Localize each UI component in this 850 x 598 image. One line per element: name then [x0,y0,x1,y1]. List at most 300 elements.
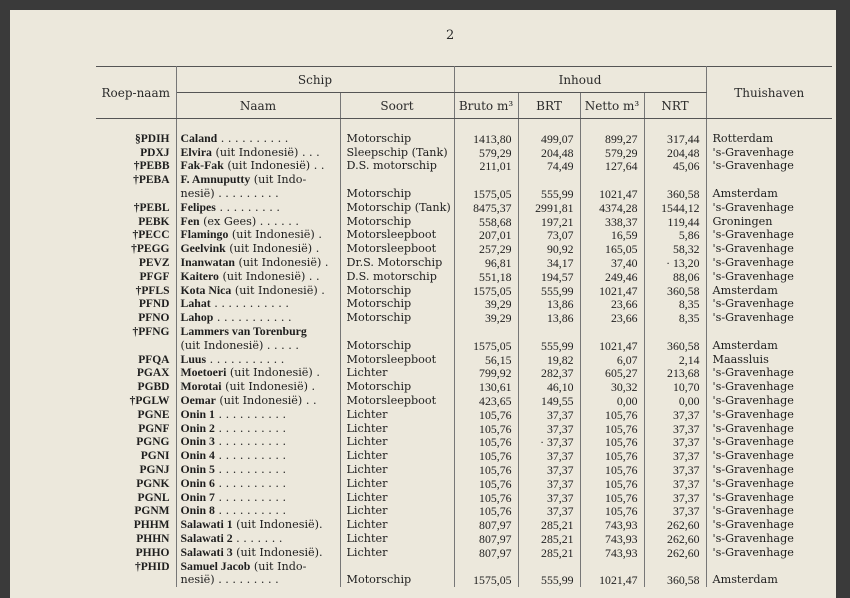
brt-cell: 285,21 [518,518,580,532]
brt-cell: 90,92 [518,242,580,256]
bruto-cell: 39,29 [454,311,518,325]
soort-cell: Lichter [340,477,454,491]
roepnaam-cell: †PFNG [96,325,176,339]
table-row [96,339,832,353]
soort-cell: Lichter [340,504,454,518]
nrt-cell: 8,35 [644,311,706,325]
leader-dots: . . . . . . . . . . [214,449,287,463]
header-nrt: NRT [644,93,706,119]
table-row [96,256,832,270]
leader-dots: . . . . . . . . . [214,186,279,200]
naam-cell [176,228,340,242]
naam-cell [176,256,340,270]
bruto-cell: 211,01 [454,159,518,173]
ship-name-note: (uit Indonesië) [223,159,311,173]
naam-cell [176,380,340,394]
nrt-cell: 262,60 [644,532,706,546]
header-naam: Naam [176,93,340,119]
ship-name: Onin 8 [180,503,215,518]
brt-cell: 2991,81 [518,201,580,215]
leader-dots: . [317,283,325,297]
ship-name: Kota Nica [180,282,232,297]
netto-cell: 105,76 [580,449,644,463]
soort-cell: Motorsleepboot [340,353,454,367]
table-row [96,560,832,574]
table-row [96,504,832,518]
brt-cell: 19,82 [518,353,580,367]
thuishaven-cell: 's-Gravenhage [712,269,794,283]
nrt-cell: 360,58 [644,187,706,201]
thuishaven-cell: 's-Gravenhage [712,545,794,559]
thuishaven-cell: Rotterdam [712,131,774,145]
table-row [96,449,832,463]
ship-name: Salawati 3 [180,544,233,559]
naam-cell [176,463,340,477]
ship-name: Salawati 1 [180,517,233,532]
netto-cell: 6,07 [580,353,644,367]
ship-name-note: (uit Indonesië) [228,228,315,242]
leader-dots: . . . . . . . . . . . [210,297,289,311]
nrt-cell [644,325,706,339]
nrt-cell: 37,37 [644,491,706,505]
roepnaam-cell: §PDIH [96,132,176,146]
ship-name-note: (uit Indo- [250,559,307,573]
netto-cell: 105,76 [580,422,644,436]
ship-name-note: (uit Indonesië) [225,242,313,256]
nrt-cell: 2,14 [644,353,706,367]
naam-cell [176,242,340,256]
soort-cell: Motorschip [340,297,454,311]
nrt-cell: 37,37 [644,449,706,463]
table-row [96,325,832,339]
bruto-cell: 558,68 [454,215,518,229]
header-netto: Netto m³ [580,93,644,119]
table-row [96,132,832,146]
ship-name: Geelvink [180,241,226,256]
netto-cell: 105,76 [580,463,644,477]
brt-cell: 13,86 [518,297,580,311]
brt-cell [518,173,580,187]
leader-dots: . . . . . . . . . . [214,504,287,518]
leader-dots: . [312,366,320,380]
bruto-cell: 39,29 [454,297,518,311]
soort-cell: Motorschip [340,311,454,325]
thuishaven-cell: 's-Gravenhage [712,380,794,394]
roepnaam-cell: †PECC [96,228,176,242]
soort-cell: Motorschip [340,380,454,394]
table-row [96,311,832,325]
nrt-cell: 204,48 [644,146,706,160]
table-row [96,215,832,229]
brt-cell: 46,10 [518,380,580,394]
table-row [96,187,832,201]
soort-cell: Motorschip (Tank) [340,201,454,215]
roepnaam-cell [96,573,176,587]
nrt-cell: 262,60 [644,546,706,560]
nrt-cell: 37,37 [644,435,706,449]
roepnaam-cell: †PEBA [96,173,176,187]
ship-name-note: (uit Indonesië) [211,145,299,159]
nrt-cell: 360,58 [644,284,706,298]
thuishaven-cell: Amsterdam [712,338,778,352]
thuishaven-cell: Groningen [712,214,773,228]
ship-name: Onin 5 [180,461,215,476]
netto-cell: 743,93 [580,532,644,546]
header-inhoud: Inhoud [454,67,706,93]
naam-cell [176,159,340,173]
brt-cell: 555,99 [518,339,580,353]
ship-name: Onin 2 [180,420,215,435]
soort-cell: Motorschip [340,284,454,298]
brt-cell: 74,49 [518,159,580,173]
netto-cell: 16,59 [580,228,644,242]
bruto-cell: 807,97 [454,546,518,560]
thuishaven-cell [706,325,832,339]
brt-cell: 37,37 [518,477,580,491]
naam-cell [176,532,340,546]
ship-name: Lahop [180,310,214,325]
naam-cell [176,366,340,380]
bruto-cell: 8475,37 [454,201,518,215]
netto-cell: 743,93 [580,546,644,560]
netto-cell: 165,05 [580,242,644,256]
leader-dots: . . . . . [263,338,299,352]
roepnaam-cell: PGBD [96,380,176,394]
ship-name: Salawati 2 [180,530,233,545]
soort-cell: Motorschip [340,339,454,353]
thuishaven-cell: 's-Gravenhage [712,228,794,242]
nrt-cell: 37,37 [644,477,706,491]
naam-cell [176,422,340,436]
soort-cell: Lichter [340,408,454,422]
table-row [96,270,832,284]
soort-cell: Motorsleepboot [340,242,454,256]
soort-cell: Lichter [340,546,454,560]
leader-dots: . . . . . . . . . . [217,131,289,145]
netto-cell: 0,00 [580,394,644,408]
leader-dots: . [307,380,316,394]
brt-cell: 37,37 [518,422,580,436]
brt-cell: 555,99 [518,284,580,298]
bruto-cell: 807,97 [454,518,518,532]
nrt-cell: 213,68 [644,366,706,380]
brt-cell: 285,21 [518,546,580,560]
thuishaven-cell: 's-Gravenhage [712,435,794,449]
thuishaven-cell [706,173,832,187]
table-body [96,132,832,587]
netto-cell: 743,93 [580,518,644,532]
brt-cell: 204,48 [518,146,580,160]
ship-name-note: (uit Indonesië) [215,393,303,407]
nrt-cell: 37,37 [644,408,706,422]
bruto-cell [454,173,518,187]
roepnaam-cell: PFGF [96,270,176,284]
ship-name-note: (uit Indonesië) [232,518,320,532]
table-row [96,201,832,215]
thuishaven-cell: 's-Gravenhage [712,242,794,256]
netto-cell: 127,64 [580,159,644,173]
thuishaven-cell: 's-Gravenhage [712,449,794,463]
table-row [96,463,832,477]
leader-dots: . . [305,269,320,283]
ship-name: Caland [180,130,218,145]
nrt-cell: 37,37 [644,463,706,477]
roepnaam-cell: PGNE [96,408,176,422]
roepnaam-cell: PGNG [96,435,176,449]
ship-name-note: (uit Indonesië) [221,380,308,394]
table-row [96,353,832,367]
thuishaven-cell: 's-Gravenhage [712,311,794,325]
netto-cell: 338,37 [580,215,644,229]
bruto-cell: 1413,80 [454,132,518,146]
brt-cell: 555,99 [518,573,580,587]
leader-dots: . . [302,393,317,407]
roepnaam-cell: PGNI [96,449,176,463]
document-page [10,10,836,598]
soort-cell: Motorsleepboot [340,228,454,242]
nrt-cell: 45,06 [644,159,706,173]
ship-name: Luus [180,351,207,366]
roepnaam-cell [96,187,176,201]
leader-dots: . . . . . . . . . [215,200,280,214]
bruto-cell: 105,76 [454,504,518,518]
nrt-cell: 5,86 [644,228,706,242]
nrt-cell: 360,58 [644,339,706,353]
table-row [96,284,832,298]
brt-cell [518,560,580,574]
soort-cell: Lichter [340,532,454,546]
soort-cell: Lichter [340,435,454,449]
leader-dots: . . . . . . . . . . [214,421,287,435]
nrt-cell: 360,58 [644,573,706,587]
ship-name: Felipes [180,199,216,214]
leader-dots: . . . . . . . . . . [214,462,287,476]
roepnaam-cell: †PEBL [96,201,176,215]
naam-cell [176,311,340,325]
ship-name: F. Amnuputty [180,172,251,187]
ship-name-note: nesië) [180,573,215,587]
leader-dots: . . . . . . [256,214,299,228]
roepnaam-cell: PFNO [96,311,176,325]
ship-name-note: (uit Indonesië) [234,255,322,269]
soort-cell: Lichter [340,422,454,436]
roepnaam-cell: PGNK [96,477,176,491]
ship-name-note: (uit Indonesië) [226,366,313,380]
nrt-cell: · 13,20 [644,256,706,270]
soort-cell: Motorschip [340,573,454,587]
bruto-cell: 1575,05 [454,573,518,587]
ship-register-table [96,66,832,587]
roepnaam-cell: PGNF [96,422,176,436]
thuishaven-cell: 's-Gravenhage [712,504,794,518]
naam-cell [176,284,340,298]
bruto-cell: 257,29 [454,242,518,256]
roepnaam-cell: †PGLW [96,394,176,408]
nrt-cell: 1544,12 [644,201,706,215]
bruto-cell: 1575,05 [454,339,518,353]
thuishaven-cell: 's-Gravenhage [712,462,794,476]
bruto-cell: 105,76 [454,408,518,422]
ship-name: Fak-Fak [180,158,224,173]
ship-name: Flamingo [180,227,229,242]
ship-name: Moetoeri [180,365,227,380]
table-row [96,532,832,546]
table-row [96,297,832,311]
brt-cell: 37,37 [518,463,580,477]
header-roepnaam: Roep-naam [96,67,176,119]
ship-name: Samuel Jacob [180,558,251,573]
brt-cell: 194,57 [518,270,580,284]
bruto-cell: 56,15 [454,353,518,367]
brt-cell: · 37,37 [518,435,580,449]
brt-cell: 34,17 [518,256,580,270]
ship-name: Onin 1 [180,406,215,421]
leader-dots: . [319,545,323,559]
nrt-cell: 0,00 [644,394,706,408]
soort-cell [340,325,454,339]
thuishaven-cell: 's-Gravenhage [712,366,794,380]
netto-cell: 1021,47 [580,339,644,353]
ship-name: Onin 4 [180,448,215,463]
ship-name-note: nesië) [180,186,215,200]
netto-cell [580,560,644,574]
naam-cell [176,187,340,201]
netto-cell [580,325,644,339]
naam-cell [176,132,340,146]
thuishaven-cell: Maassluis [712,352,769,366]
table-row [96,546,832,560]
nrt-cell: 10,70 [644,380,706,394]
roepnaam-cell: †PEBB [96,159,176,173]
ship-name-note: (uit Indonesië) [231,283,318,297]
roepnaam-cell: PEVZ [96,256,176,270]
bruto-cell: 1575,05 [454,187,518,201]
brt-cell: 37,37 [518,504,580,518]
brt-cell: 285,21 [518,532,580,546]
table-row [96,173,832,187]
bruto-cell: 105,76 [454,449,518,463]
table-row [96,146,832,160]
table-row [96,228,832,242]
leader-dots: . . . . . . . . . . . [206,352,285,366]
table-row [96,242,832,256]
naam-cell [176,325,340,339]
header-bruto: Bruto m³ [454,93,518,119]
netto-cell: 105,76 [580,491,644,505]
leader-dots: . [321,255,329,269]
roepnaam-cell: †PEGG [96,242,176,256]
naam-cell [176,339,340,353]
naam-cell [176,201,340,215]
thuishaven-cell: 's-Gravenhage [712,490,794,504]
naam-cell [176,546,340,560]
naam-cell [176,394,340,408]
ship-name-note: (ex Gees) [199,214,257,228]
brt-cell: 149,55 [518,394,580,408]
leader-dots: . . . . . . . . . [214,573,279,587]
table-row [96,518,832,532]
netto-cell: 605,27 [580,366,644,380]
netto-cell: 899,27 [580,132,644,146]
soort-cell: Dr.S. Motorschip [340,256,454,270]
thuishaven-cell: Amsterdam [712,573,778,587]
thuishaven-cell: 's-Gravenhage [712,393,794,407]
roepnaam-cell: PEBK [96,215,176,229]
netto-cell: 105,76 [580,408,644,422]
thuishaven-cell: 's-Gravenhage [712,476,794,490]
header-schip: Schip [176,67,454,93]
soort-cell: D.S. motorschip [340,270,454,284]
soort-cell: Lichter [340,463,454,477]
ship-name-note: (uit Indonesië) [232,545,320,559]
thuishaven-cell: 's-Gravenhage [712,421,794,435]
table-row [96,394,832,408]
ship-name-note: (uit Indonesië) [180,338,264,352]
ship-name: Onin 3 [180,434,215,449]
nrt-cell [644,173,706,187]
naam-cell [176,477,340,491]
brt-cell: 197,21 [518,215,580,229]
roepnaam-cell: †PFLS [96,284,176,298]
table-row [96,435,832,449]
thuishaven-cell: 's-Gravenhage [712,518,794,532]
roepnaam-cell: PFQA [96,353,176,367]
thuishaven-cell: 's-Gravenhage [712,145,794,159]
header-thuishaven: Thuishaven [706,67,832,119]
naam-cell [176,270,340,284]
leader-dots: . . [310,159,325,173]
soort-cell: Motorschip [340,132,454,146]
ship-name: Morotai [180,379,222,394]
table-row [96,573,832,587]
bruto-cell: 96,81 [454,256,518,270]
nrt-cell: 88,06 [644,270,706,284]
thuishaven-cell: 's-Gravenhage [712,531,794,545]
soort-cell: Lichter [340,449,454,463]
netto-cell: 4374,28 [580,201,644,215]
brt-cell: 73,07 [518,228,580,242]
soort-cell: Lichter [340,366,454,380]
netto-cell: 23,66 [580,311,644,325]
brt-cell: 37,37 [518,491,580,505]
nrt-cell: 8,35 [644,297,706,311]
nrt-cell: 119,44 [644,215,706,229]
soort-cell [340,173,454,187]
brt-cell: 37,37 [518,449,580,463]
roepnaam-cell: PGNJ [96,463,176,477]
soort-cell: Motorschip [340,187,454,201]
soort-cell: Motorsleepboot [340,394,454,408]
naam-cell [176,408,340,422]
leader-dots: . . . [298,145,320,159]
ship-name: Oemar [180,392,216,407]
table-row [96,422,832,436]
ship-name: Fen [180,213,200,228]
nrt-cell: 317,44 [644,132,706,146]
bruto-cell: 105,76 [454,463,518,477]
table-row [96,159,832,173]
netto-cell: 1021,47 [580,187,644,201]
ship-name: Onin 6 [180,475,215,490]
roepnaam-cell: PFND [96,297,176,311]
bruto-cell [454,325,518,339]
bruto-cell: 551,18 [454,270,518,284]
brt-cell: 13,86 [518,311,580,325]
roepnaam-cell: PGAX [96,366,176,380]
ship-name: Elvira [180,144,212,159]
thuishaven-cell [706,560,832,574]
roepnaam-cell: PHHN [96,532,176,546]
